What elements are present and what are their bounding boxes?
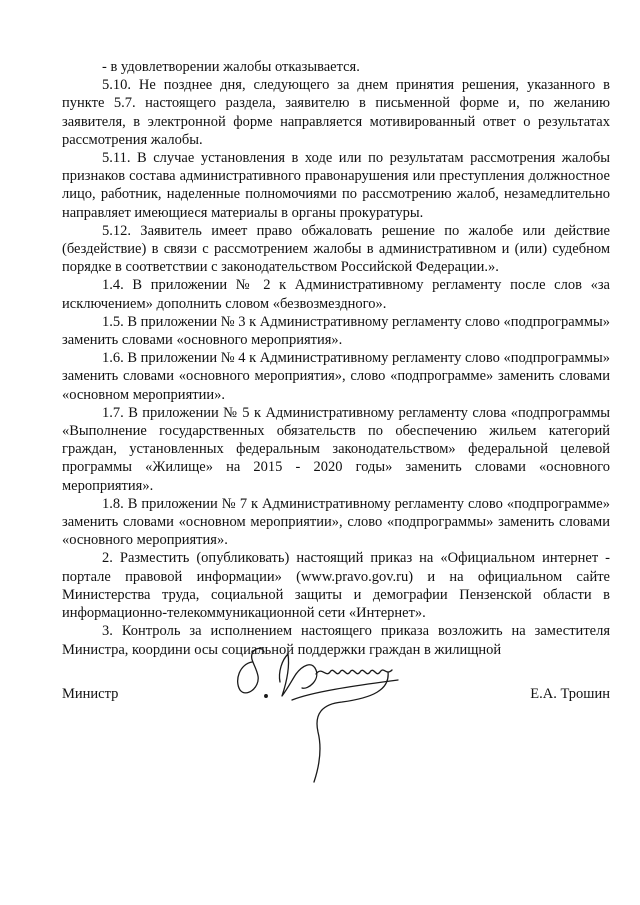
paragraph-5-10: 5.10. Не позднее дня, следующего за днем принятия решения, указанного в пункте 5.7. настоящего раздела, заявителю в письменной форме и, по желанию заявителя, в электронной форме направляется мотивированный ответ о результатах рассмотрения жалобы. bbox=[62, 77, 610, 148]
handwritten-signature bbox=[222, 640, 422, 800]
signatory-name: Е.А. Трошин bbox=[530, 686, 610, 702]
paragraph-5-11: 5.11. В случае установления в ходе или по результатам рассмотрения жалобы признаков состава административного правонарушения или преступления должностное лицо, работник, наделенные полномочиями по рассмотрению жалоб, незамедлительно направляет имеющиеся материалы в органы прокуратуры. bbox=[62, 150, 610, 221]
signature-position-label: Министр bbox=[62, 686, 119, 702]
paragraph-1-7: 1.7. В приложении № 5 к Административному регламенту слова «подпрограммы «Выполнение государственных обязательств по обеспечению жильем категорий граждан, установленных федеральным законодательством» федеральной целевой программы «Жилище» на 2015 - 2020 годы» заменить словами «основного мероприятия». bbox=[62, 404, 610, 494]
paragraph-1-8: 1.8. В приложении № 7 к Административному регламенту слово «подпрограмме» заменить словами «основном мероприятии», слово «подпрограммы» заменить словами «основного мероприятия». bbox=[62, 495, 610, 549]
paragraph-1-4: 1.4. В приложении № 2 к Административному регламенту после слов «за исключением» дополнить словом «безвозмездного». bbox=[62, 277, 610, 312]
paragraph-refusal: - в удовлетворении жалобы отказывается. bbox=[102, 59, 360, 75]
document-page bbox=[62, 58, 610, 659]
paragraph-2-publish: 2. Разместить (опубликовать) настоящий приказ на «Официальном интернет - портале правовой информации» (www.pravo.gov.ru) и на официальном сайте Министерства труда, социальной защиты и демографии Пензенской области в информационно-телекоммуникационной сети «Интернет». bbox=[62, 550, 610, 622]
paragraph-1-6: 1.6. В приложении № 4 к Административному регламенту слово «подпрограммы» заменить словами «основного мероприятия», слово «подпрограмме» заменить словами «основном мероприятии». bbox=[62, 350, 610, 403]
paragraph-1-5: 1.5. В приложении № 3 к Административному регламенту слово «подпрограммы» заменить словами «основного мероприятия». bbox=[62, 313, 610, 349]
paragraph-5-12: 5.12. Заявитель имеет право обжаловать решение по жалобе или действие (бездействие) в связи с рассмотрением жалобы в административном и (или) судебном порядке в соответствии с законодательством Российской Федерации.». bbox=[62, 222, 610, 276]
paragraph-3-control: 3. Контроль за исполнением настоящего приказа возложить на заместителя Министра, координи осы социальной поддержки граждан в жилищной bbox=[62, 623, 610, 658]
